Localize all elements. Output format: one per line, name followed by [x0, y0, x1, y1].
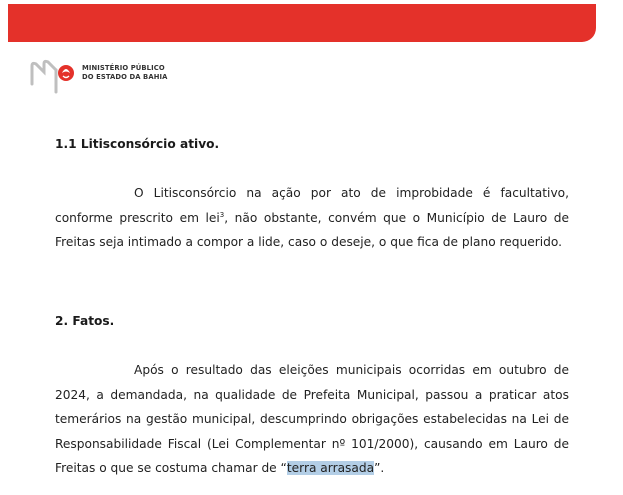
line-text: Freitas o que se costuma chamar de “: [55, 461, 287, 475]
mp-logo-icon: [28, 56, 76, 96]
org-name: [82, 64, 167, 81]
paragraph-line: Freitas seja intimado a compor a lide, caso o deseje, o que fica de plano requerido.: [55, 235, 563, 249]
section-heading-litisconsorcio: 1.1 Litisconsórcio ativo.: [55, 137, 220, 151]
document-page: [8, 0, 596, 495]
paragraph-fatos: [55, 358, 569, 481]
org-name-line2: DO ESTADO DA BAHIA: [82, 72, 168, 81]
org-name-line1: MINISTÉRIO PÚBLICO: [82, 64, 165, 72]
paragraph-litisconsorcio: [55, 181, 569, 255]
paragraph-line: Responsabilidade Fiscal (Lei Complementar nº 101/2000), causando em Lauro de: [55, 436, 569, 451]
paragraph-line: [55, 206, 569, 231]
paragraph-line: 2024, a demandada, na qualidade de Prefeita Municipal, passou a praticar atos: [55, 387, 569, 402]
paragraph-line: temerários na gestão municipal, descumprindo obrigações estabelecidas na Lei de: [55, 412, 569, 426]
paragraph-line: [55, 456, 569, 481]
line-text: conforme prescrito em lei: [55, 210, 220, 225]
line-text: , não obstante, convém que o Município de Lauro de: [224, 210, 569, 225]
header-red-band: [8, 4, 596, 42]
footnote-ref[interactable]: 3: [219, 210, 225, 219]
paragraph-line: O Litisconsórcio na ação por ato de improbidade é facultativo,: [134, 186, 569, 200]
paragraph-line: Após o resultado das eleições municipais ocorridas em outubro de: [134, 363, 569, 377]
section-heading-fatos: 2. Fatos.: [55, 314, 115, 328]
selected-text-highlight[interactable]: terra arrasada: [286, 461, 375, 475]
line-text: ”.: [374, 461, 385, 475]
